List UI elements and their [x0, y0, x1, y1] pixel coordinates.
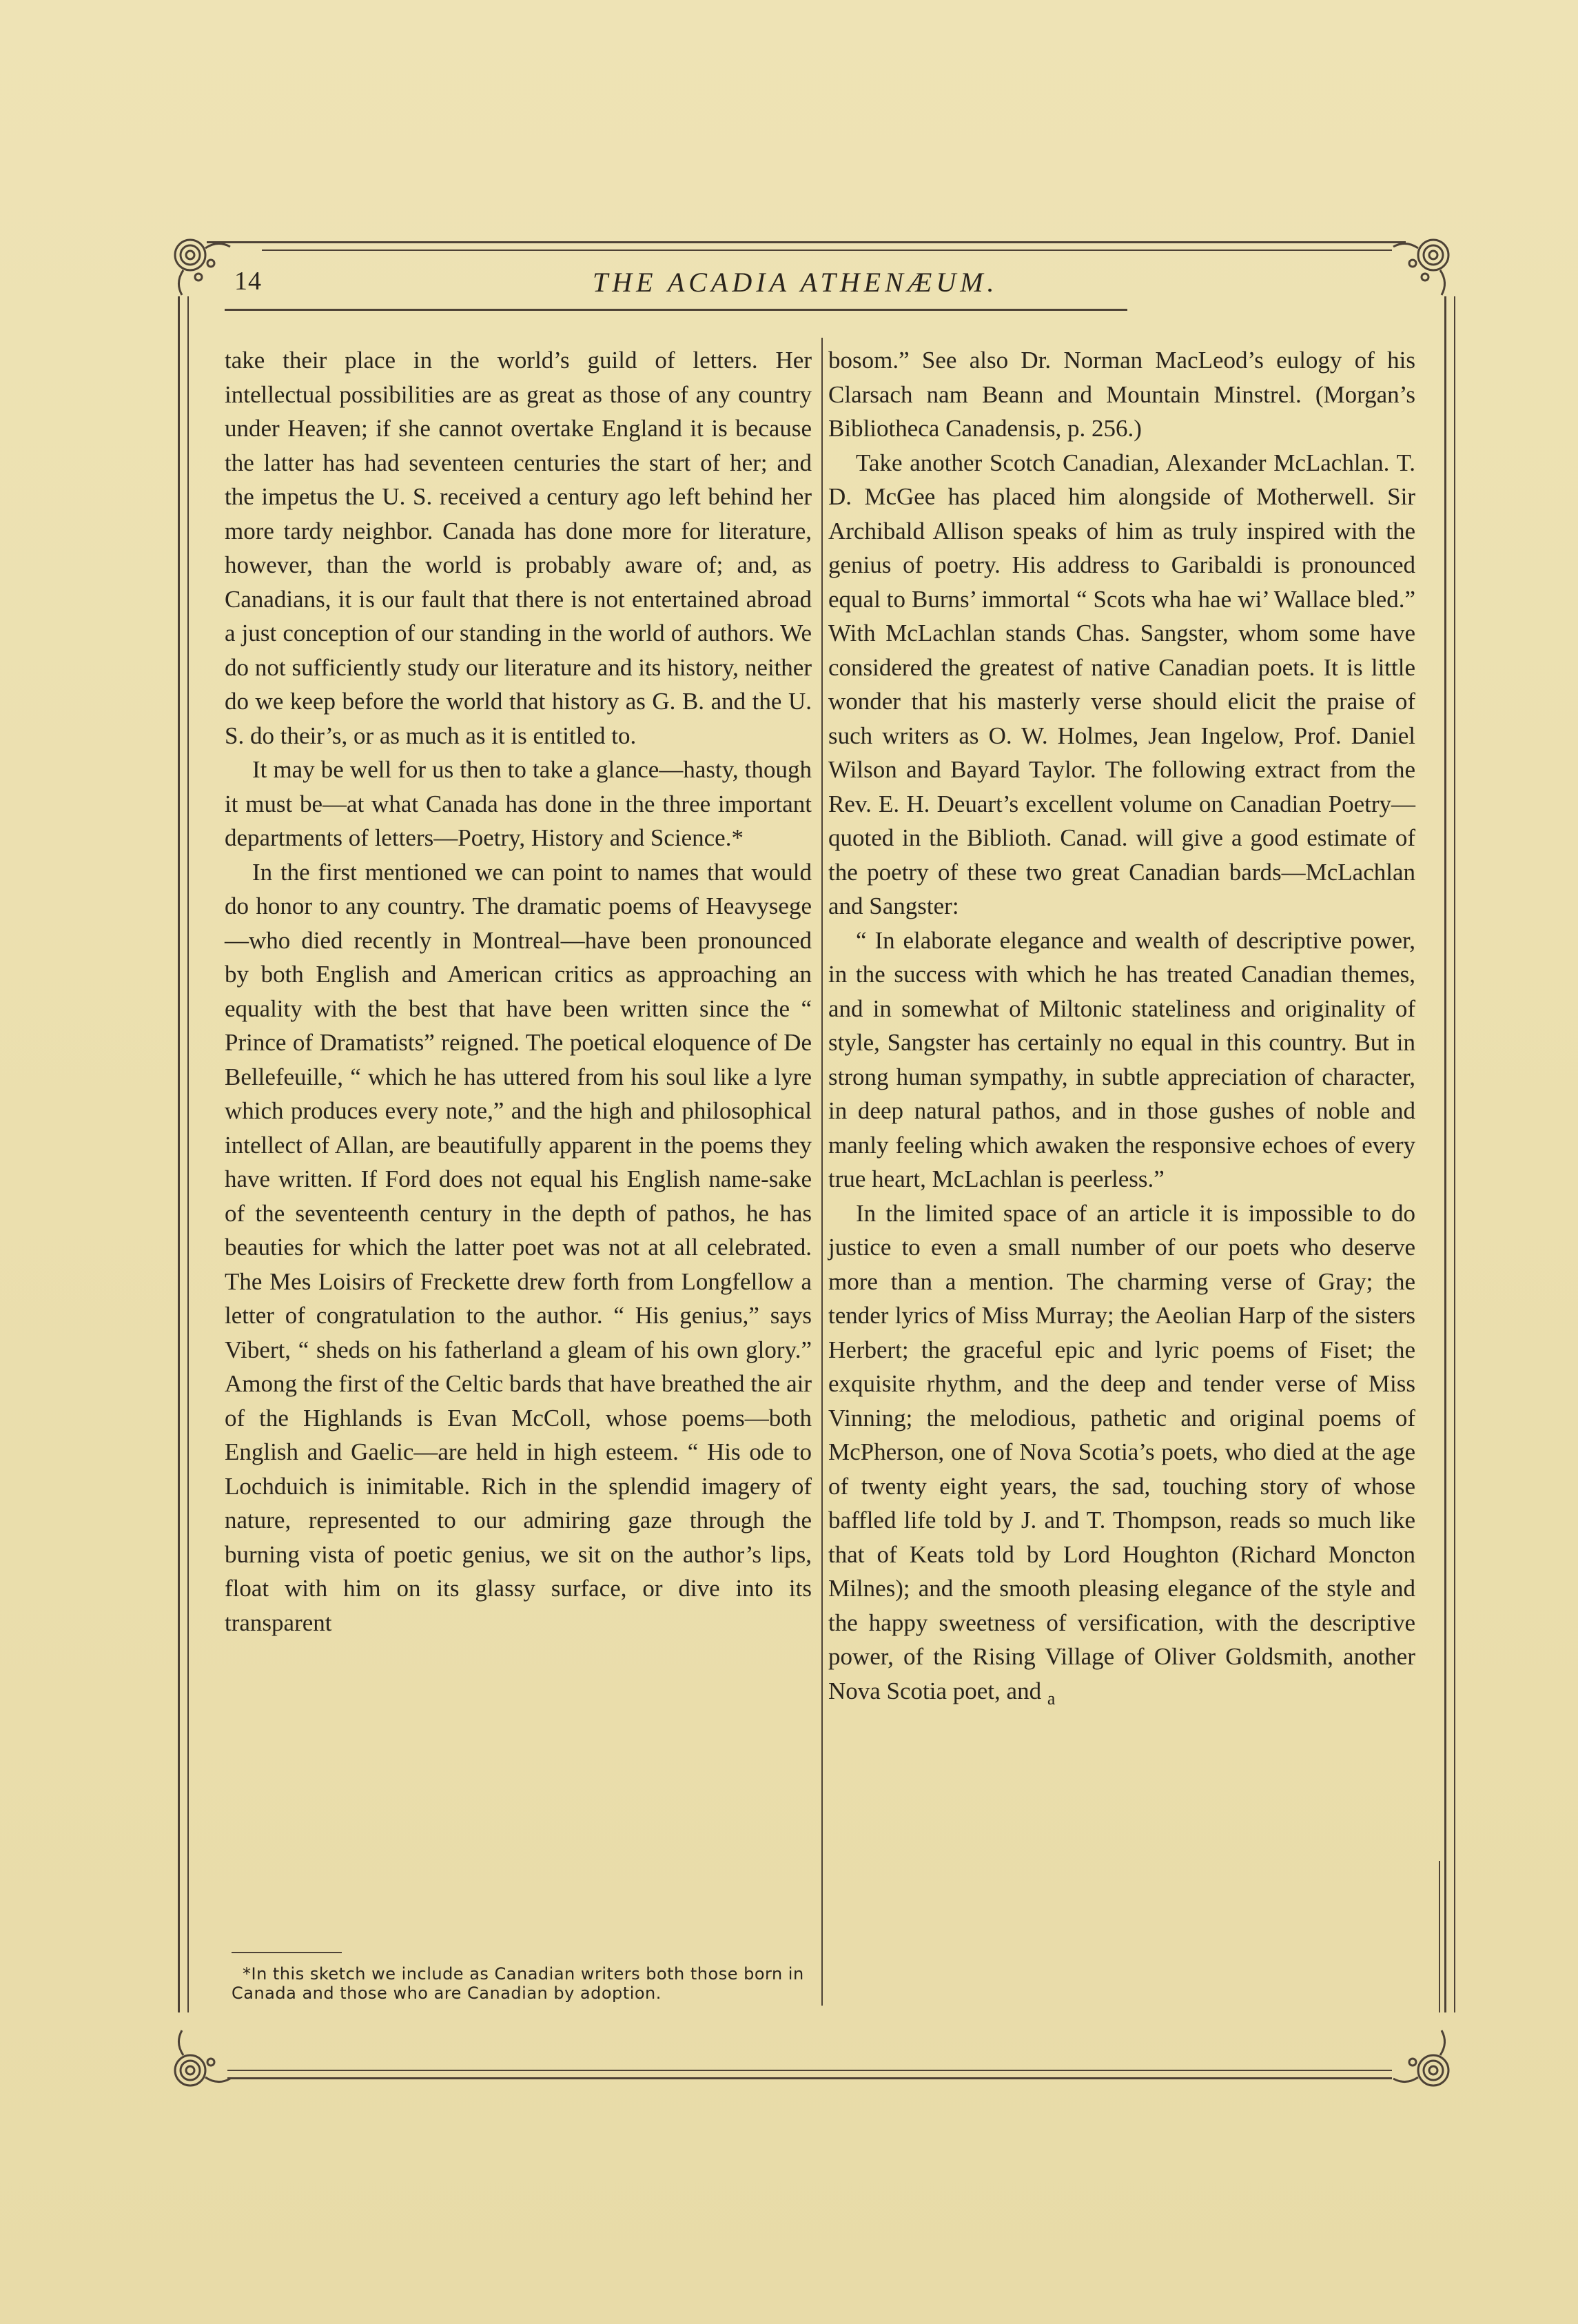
left-paragraph-3: In the first mentioned we can point to names that would do honor to any country. The dramatic poems of Heavysege—who died recently in Montreal—have been pronounced by both English and American critics as approaching an equality with the best that have been written since the “ Prince of Dramatists” reigned. The poetical eloquence of De Bellefeuille, “ which he has uttered from his soul like a lyre which produces every note,” and the high and philosophical intellect of Allan, are beautifully apparent in the poems they have written. If Ford does not equal his English name-sake of the seventeenth century in the depth of pathos, he has beauties for which the latter poet was not at all celebrated. The Mes Loisirs of Freckette drew forth from Longfellow a letter of congratulation to the author. “ His genius,” says Vibert, “ sheds on his fatherland a gleam of his own glory.” Among the first of the Celtic bards that have breathed the air of the Highlands is Evan McColl, whose poems—both English and Gaelic—are held in high esteem. “ His ode to Lochduich is inimitable. Rich in the splendid imagery of nature, represented to our admiring gaze through the burning vista of poetic genius, we sit on the author’s lips, float with him on its glassy surface, or dive into its transparent: [225, 858, 812, 1636]
right-paragraph-3: “ In elaborate elegance and wealth of descriptive power, in the success with which he has treated Canadian themes, and in somewhat of Miltonic stateliness and originality of style, Sangster has certainly no equal in this country. But in strong human sympathy, in subtle appreciation of character, in deep natural pathos, and in those gushes of noble and manly feeling which awaken the responsive echoes of every true heart, McLachlan is peerless.”: [828, 926, 1415, 1192]
bottom-right-ornament-icon: [1385, 2024, 1461, 2099]
footnote: [232, 1964, 819, 2003]
footnote-rule: [232, 1952, 342, 1953]
page-number: 14: [234, 267, 262, 296]
frame-left-rule-inner: [187, 296, 189, 2012]
frame-top-rule-outer: [207, 241, 1406, 243]
journal-title: THE ACADIA ATHENÆUM.: [593, 267, 998, 298]
catchword: a: [1047, 1688, 1056, 1709]
right-margin-rule: [1439, 1861, 1440, 2012]
right-paragraph-4-text: In the limited space of an article it is impossible to do justice to even a small number of our poets who deserve more than a mention. The charming verse of Gray; the tender lyrics of Miss Murray; the Aeolian Harp of the sisters Herbert; the graceful epic and lyric poems of Fiset; the exquisite rhythm, and the deep and tender verse of Miss Vinning; the melodious, pathetic and original poems of McPherson, one of Nova Scotia’s poets, who died at the age of twenty eight years, the sad, touching story of whose baffled life told by J. and T. Thompson, reads so much like that of Keats told by Lord Houghton (Richard Moncton Milnes); and the smooth pleasing elegance of the style and the happy sweetness of versification, with the descriptive power, of the Rising Village of Oliver Goldsmith, another Nova Scotia poet, and: [828, 1199, 1415, 1704]
left-column: [225, 343, 812, 1640]
frame-bottom-rule-inner: [227, 2077, 1392, 2079]
footnote-text: *In this sketch we include as Canadian writers both those born in Canada and those who are Canadian by adoption.: [232, 1964, 804, 2003]
top-right-ornament-icon: [1385, 227, 1461, 303]
frame-right-rule: [1444, 296, 1446, 2012]
bottom-left-ornament-icon: [163, 2024, 238, 2099]
right-paragraph-2: Take another Scotch Canadian, Alexander McLachlan. T. D. McGee has placed him alongside of Motherwell. Sir Archibald Allison speaks of him as truly inspired with the genius of poetry. His address to Garibaldi is pronounced equal to Burns’ immortal “ Scots wha hae wi’ Wallace bled.” With McLachlan stands Chas. Sangster, whom some have considered the greatest of native Canadian poets. It is little wonder that his masterly verse should elicit the praise of such writers as O. W. Holmes, Jean Ingelow, Prof. Daniel Wilson and Bayard Taylor. The following extract from the Rev. E. H. Deuart’s excellent volume on Canadian Poetry—quoted in the Biblioth. Canad. will give a good estimate of the poetry of these two great Canadian bards—McLachlan and Sangster:: [828, 449, 1415, 919]
right-paragraph-4: [828, 1196, 1415, 1716]
frame-bottom-rule-outer: [227, 2070, 1392, 2071]
header-bottom-rule: [225, 309, 1127, 311]
top-left-ornament-icon: [163, 227, 238, 303]
left-paragraph-2: It may be well for us then to take a glance—hasty, though it must be—at what Canada has done in the three important departments of letters—Poetry, History and Science.*: [225, 756, 812, 851]
frame-top-rule-inner: [262, 249, 1392, 251]
frame-right-rule-inner: [1454, 296, 1455, 2012]
right-paragraph-1: bosom.” See also Dr. Norman MacLeod’s eulogy of his Clarsach nam Beann and Mountain Minstrel. (Morgan’s Bibliotheca Canadensis, p. 256.): [828, 347, 1415, 442]
right-column: [828, 343, 1415, 1715]
frame-left-rule: [178, 296, 180, 2012]
left-paragraph-1: take their place in the world’s guild of letters. Her intellectual possibilities are as great as those of any country under Heaven; if she cannot overtake England it is because the latter has had seventeen centuries the start of her; and the impetus the U. S. received a century ago left behind her more tardy neighbor. Canada has done more for literature, however, than the world is probably aware of; and, as Canadians, it is our fault that there is not entertained abroad a just conception of our standing in the world of authors. We do not sufficiently study our literature and its history, neither do we keep before the world that history as G. B. and the U. S. do their’s, or as much as it is entitled to.: [225, 347, 812, 749]
column-divider: [821, 338, 823, 2006]
